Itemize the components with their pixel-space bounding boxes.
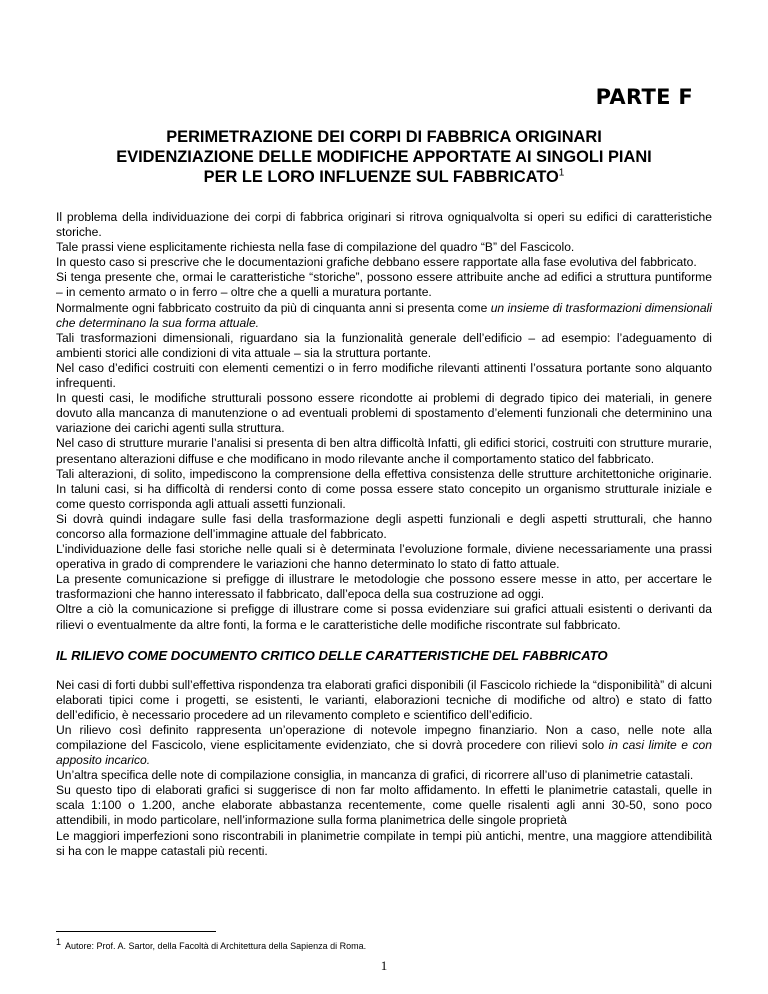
paragraph: Un’altra specifica delle note di compilazione consiglia, in mancanza di grafici, di ricorrere all’uso di planimetrie catastali. — [56, 768, 694, 783]
paragraph: Si tenga presente che, ormai le caratteristiche “storiche”, possono essere attribuite anche ad edifici a struttura puntiforme – in cemento armato o in ferro – oltre che a quelli a muratura portante. — [56, 270, 712, 300]
paragraph: In questo caso si prescrive che le documentazioni grafiche debbano essere rapportate alla fase evolutiva del fabbricato. — [56, 255, 697, 270]
part-label: PARTE F — [595, 85, 693, 109]
paragraph-lead: Normalmente ogni fabbricato costruito da più di cinquanta anni si presenta come — [56, 300, 491, 315]
footnote-marker: 1 — [56, 937, 62, 947]
paragraph: Oltre a ciò la comunicazione si prefigge di illustrare come si possa evidenziare sui grafici attuali esistenti o derivanti da rilievi o eventualmente da altre fonti, la forma e le caratteristiche delle modifiche riscontrate sul fabbricato. — [56, 602, 712, 632]
paragraph-emphasis: un insieme di trasformazioni dimensionali che determinano la sua forma attuale. — [56, 300, 712, 330]
paragraph: Nel caso di strutture murarie l’analisi si presenta di ben altra difficoltà Infatti, gli edifici storici, costruiti con strutture murarie, presentano alterazioni diffuse e che modificano in modo rilevante anche il comportamento statico del fabbricato. — [56, 436, 712, 466]
paragraph: Si dovrà quindi indagare sulle fasi della trasformazione degli aspetti funzionali e degli aspetti strutturali, che hanno concorso alla formazione dell’immagine attuale del fabbricato. — [56, 511, 712, 541]
paragraph: Nei casi di forti dubbi sull’effettiva rispondenza tra elaborati grafici disponibili (il Fascicolo richiede la “disponibilità” di alcuni elaborati tipici come i progetti, se esistenti, le varianti, elaborazioni tecniche di modifiche od altro) e stato di fatto dell’edificio, è necessario procedere ad un rilevamento completo e scientifico dell’edificio. — [56, 677, 712, 722]
paragraph: In questi casi, le modifiche strutturali possono essere ricondotte ai problemi di degrado tipico dei materiali, in genere dovuto alla mancanza di manutenzione o ad eventuali problemi di spostamento d’elementi funzionali che determinino una variazione dei carichi agenti sulla struttura. — [56, 391, 712, 436]
paragraph: Tali trasformazioni dimensionali, riguardano sia la funzionalità generale dell’edificio – ad esempio: l’adeguamento di ambienti storici alle condizioni di vita attuale – sia la struttura portante. — [56, 330, 712, 360]
paragraph-forma-attuale — [56, 301, 712, 331]
paragraph-emphasis: in casi limite e con apposito incarico. — [56, 738, 712, 768]
title-line-3 — [56, 167, 712, 187]
footnote-text: Autore: Prof. A. Sartor, della Facoltà di Architettura della Sapienza di Roma. — [65, 941, 367, 951]
paragraph: Il problema della individuazione dei corpi di fabbrica originari si ritrova ogniqualvolta si operi su edifici di caratteristiche storiche. — [56, 210, 712, 240]
paragraph-rilievo — [56, 723, 712, 768]
paragraph: Tale prassi viene esplicitamente richiesta nella fase di compilazione del quadro “B” del Fascicolo. — [56, 240, 575, 255]
paragraph: L’individuazione delle fasi storiche nelle quali si è determinata l’evoluzione formale, diviene necessariamente una prassi operativa in grado di comprendere le variazioni che hanno determinato lo stato di fatto attuale. — [56, 542, 712, 572]
paragraph-lead: Un rilievo così definito rappresenta un’operazione di notevole impegno finanziario. Non a caso, nelle note alla compilazione del Fascicolo, viene esplicitamente evidenziato, che si dovrà procedere con rilievi solo — [56, 722, 712, 752]
paragraph: La presente comunicazione si prefigge di illustrare le metodologie che possono essere messe in atto, per accertare le trasformazioni che hanno interessato il fabbricato, dall’epoca della sua costruzione ad oggi. — [56, 572, 712, 602]
title-line-1: PERIMETRAZIONE DEI CORPI DI FABBRICA ORIGINARI — [166, 128, 602, 146]
document-body — [56, 210, 712, 859]
paragraph: Su questo tipo di elaborati grafici si suggerisce di non far molto affidamento. In effetti le planimetrie catastali, quelle in scala 1:100 o 1.200, anche elaborate abbastanza recentemente, come quelle risalenti agli anni 30-50, sono poco attendibili, in modo particolare, nell’informazione sulla forma planimetrica delle singole proprietà — [56, 783, 712, 828]
paragraph: Le maggiori imperfezioni sono riscontrabili in planimetrie compilate in tempi più antichi, mentre, una maggiore attendibilità si ha con le mappe catastali più recenti. — [56, 828, 712, 858]
paragraph: Tali alterazioni, di solito, impediscono la comprensione della effettiva consistenza delle strutture architettoniche originarie. In taluni casi, si ha difficoltà di rendersi conto di come possa essere stato concepito un organismo strutturale iniziale e come questo corrisponda agli attuali assetti funzionali. — [56, 466, 712, 511]
title-footnote-marker: 1 — [558, 167, 565, 179]
paragraph: Nel caso d’edifici costruiti con elementi cementizi o in ferro modifiche rilevanti attinenti l’ossatura portante sono alquanto infrequenti. — [56, 360, 712, 391]
document-title — [56, 127, 712, 187]
footnote — [56, 937, 367, 952]
title-line-2: EVIDENZIAZIONE DELLE MODIFICHE APPORTATE AI SINGOLI PIANI — [116, 148, 652, 166]
title-line-3-text: PER LE LORO INFLUENZE SUL FABBRICATO — [203, 168, 559, 186]
footnote-divider — [56, 931, 216, 932]
section-heading: IL RILIEVO COME DOCUMENTO CRITICO DELLE CARATTERISTICHE DEL FABBRICATO — [56, 647, 608, 663]
page-number: 1 — [380, 958, 388, 973]
